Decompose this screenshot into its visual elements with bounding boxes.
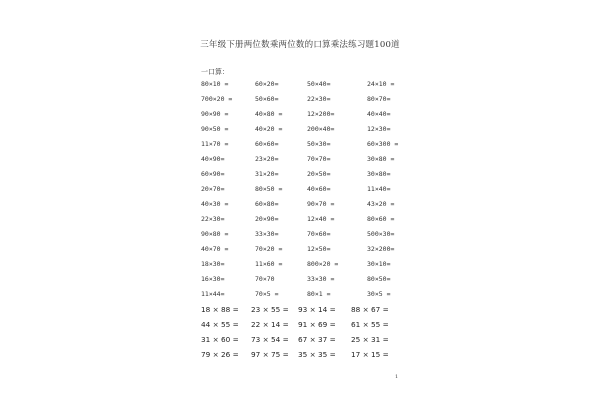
exercise-item: 16×30=: [201, 275, 225, 283]
exercise-item: 60×90=: [201, 170, 225, 178]
exercise-item: 31 × 60 =: [201, 335, 239, 344]
exercise-row: [201, 245, 421, 260]
exercise-item: 40×40=: [367, 110, 391, 118]
exercise-item: 40×80 =: [255, 110, 283, 118]
exercise-item: 97 × 75 =: [251, 350, 289, 359]
exercise-item: 22×30=: [307, 95, 331, 103]
exercise-item: 35 × 35 =: [298, 350, 336, 359]
exercise-item: 40×20 =: [255, 125, 283, 133]
exercise-item: 70×5 =: [255, 290, 279, 298]
exercise-item: 70×20 =: [255, 245, 283, 253]
exercise-item: 11×40=: [367, 185, 391, 193]
exercise-item: 90×70 =: [307, 200, 335, 208]
exercise-row: [201, 290, 421, 305]
exercise-row: [201, 260, 421, 275]
exercise-item: 20×70=: [201, 185, 225, 193]
exercise-item: 70×70=: [307, 155, 331, 163]
exercise-item: 30×80 =: [367, 155, 395, 163]
exercise-row: [201, 230, 421, 245]
exercise-item: 800×20 =: [307, 260, 339, 268]
section-label: 一口算：: [201, 68, 229, 76]
exercise-item: 700×20 =: [201, 95, 233, 103]
exercise-item: 11×44=: [201, 290, 225, 298]
exercise-item: 50×60=: [255, 95, 279, 103]
exercise-item: 80×10 =: [201, 80, 229, 88]
exercise-item: 79 × 26 =: [201, 350, 239, 359]
exercise-item: 32×200=: [367, 245, 395, 253]
exercise-item: 12×40 =: [307, 215, 335, 223]
exercise-item: 23 × 55 =: [251, 305, 289, 314]
exercise-item: 24×10 =: [367, 80, 395, 88]
exercise-item: 30×10=: [367, 260, 391, 268]
exercise-item: 80×50 =: [255, 185, 283, 193]
exercise-item: 73 × 54 =: [251, 335, 289, 344]
exercise-item: 22×30=: [201, 215, 225, 223]
exercise-row: [201, 350, 421, 365]
exercise-item: 50×40=: [307, 80, 331, 88]
exercise-item: 31×20=: [255, 170, 279, 178]
exercise-item: 17 × 15 =: [351, 350, 389, 359]
exercise-row: [201, 275, 421, 290]
exercise-item: 90×90 =: [201, 110, 229, 118]
exercise-item: 25 × 31 =: [351, 335, 389, 344]
exercise-item: 18 × 88 =: [201, 305, 239, 314]
exercise-item: 33×30 =: [307, 275, 335, 283]
exercise-item: 60×300 =: [367, 140, 399, 148]
exercise-item: 61 × 55 =: [351, 320, 389, 329]
exercise-item: 12×200=: [307, 110, 335, 118]
exercise-row: [201, 200, 421, 215]
exercise-item: 11×60 =: [255, 260, 283, 268]
exercise-item: 11×70 =: [201, 140, 229, 148]
exercise-item: 44 × 55 =: [201, 320, 239, 329]
exercise-item: 20×90=: [255, 215, 279, 223]
page-title: 三年级下册两位数乘两位数的口算乘法练习题100道: [200, 40, 400, 50]
exercise-item: 90×80 =: [201, 230, 229, 238]
exercise-item: 67 × 37 =: [298, 335, 336, 344]
exercise-item: 80×1 =: [307, 290, 331, 298]
exercise-item: 500×30=: [367, 230, 395, 238]
exercise-item: 60×60=: [255, 140, 279, 148]
exercise-item: 70×70: [255, 275, 275, 283]
exercise-item: 50×30=: [307, 140, 331, 148]
exercise-row: [201, 80, 421, 95]
exercise-row: [201, 155, 421, 170]
exercise-row: [201, 140, 421, 155]
exercise-row: [201, 125, 421, 140]
exercise-item: 80×50=: [367, 275, 391, 283]
exercise-grid: [201, 80, 421, 365]
exercise-item: 90×50 =: [201, 125, 229, 133]
exercise-row: [201, 185, 421, 200]
exercise-item: 88 × 67 =: [351, 305, 389, 314]
exercise-item: 22 × 14 =: [251, 320, 289, 329]
exercise-row: [201, 110, 421, 125]
exercise-row: [201, 305, 421, 320]
exercise-item: 60×20=: [255, 80, 279, 88]
exercise-row: [201, 335, 421, 350]
exercise-item: 70×60=: [307, 230, 331, 238]
exercise-row: [201, 95, 421, 110]
exercise-item: 40×90=: [201, 155, 225, 163]
exercise-item: 91 × 69 =: [298, 320, 336, 329]
exercise-item: 30×5 =: [367, 290, 391, 298]
exercise-item: 60×80=: [255, 200, 279, 208]
exercise-item: 93 × 14 =: [298, 305, 336, 314]
exercise-row: [201, 170, 421, 185]
exercise-item: 30×80=: [367, 170, 391, 178]
exercise-item: 40×30 =: [201, 200, 229, 208]
exercise-item: 200×40=: [307, 125, 335, 133]
exercise-item: 12×50=: [307, 245, 331, 253]
exercise-item: 80×70=: [367, 95, 391, 103]
exercise-item: 20×50=: [307, 170, 331, 178]
exercise-item: 40×60=: [307, 185, 331, 193]
exercise-item: 40×70 =: [201, 245, 229, 253]
exercise-row: [201, 320, 421, 335]
exercise-item: 80×60 =: [367, 215, 395, 223]
exercise-item: 12×30=: [367, 125, 391, 133]
exercise-item: 43×20 =: [367, 200, 395, 208]
page-number: 1: [395, 374, 399, 380]
exercise-item: 23×20=: [255, 155, 279, 163]
exercise-item: 18×30=: [201, 260, 225, 268]
exercise-item: 33×30=: [255, 230, 279, 238]
exercise-row: [201, 215, 421, 230]
